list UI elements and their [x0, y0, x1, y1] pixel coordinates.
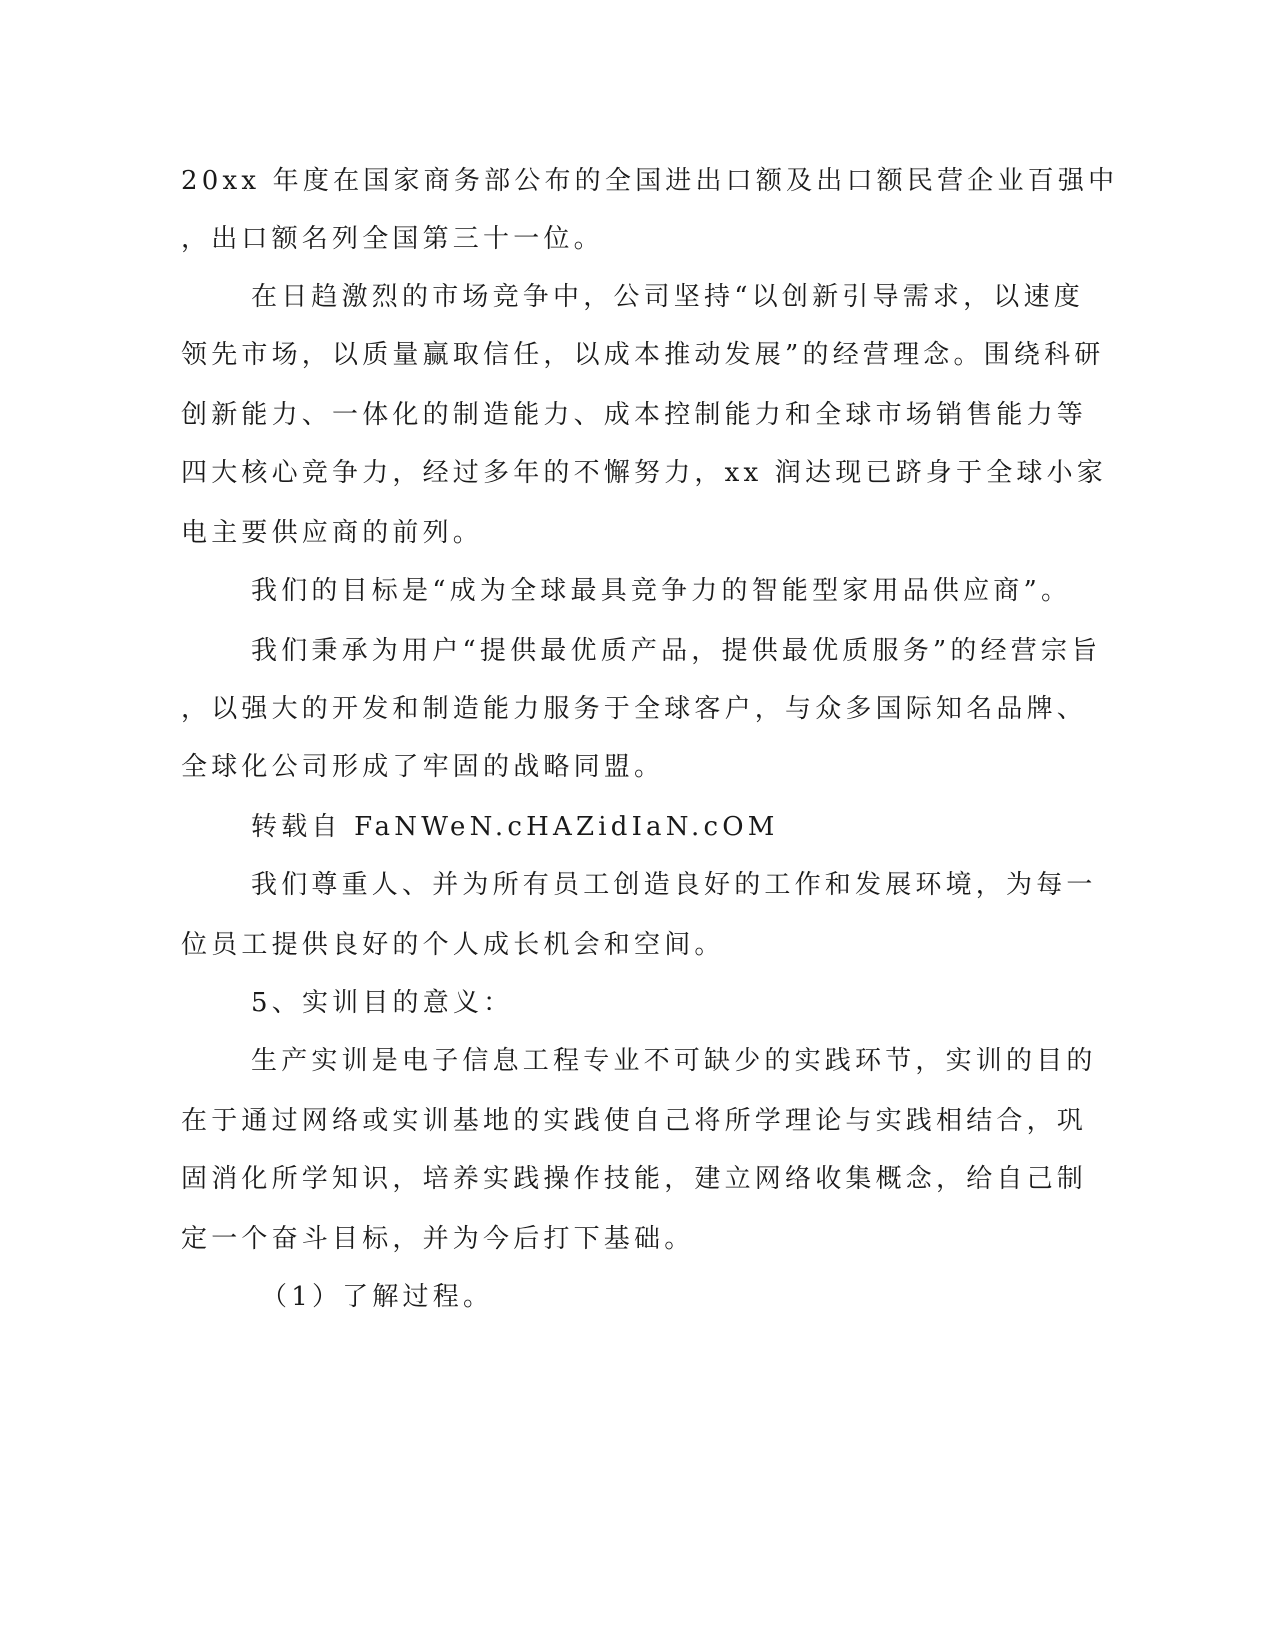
section-heading: 5、实训目的意义：	[251, 988, 514, 1018]
paragraph-start: 我们尊重人、并为所有员工创造良好的工作和发展环境，为每一	[251, 870, 1097, 900]
text-line: 定一个奋斗目标，并为今后打下基础。	[181, 1224, 695, 1254]
paragraph-start: 在日趋激烈的市场竞争中，公司坚持“以创新引导需求，以速度	[251, 282, 1084, 312]
paragraph-start: 生产实训是电子信息工程专业不可缺少的实践环节，实训的目的	[251, 1046, 1097, 1076]
text-line: 电主要供应商的前列。	[181, 518, 484, 548]
text-line: 领先市场，以质量赢取信任，以成本推动发展”的经营理念。围绕科研	[181, 340, 1105, 370]
text-line: 20xx 年度在国家商务部公布的全国进出口额及出口额民营企业百强中	[181, 166, 1119, 196]
text-line: 在于通过网络或实训基地的实践使自己将所学理论与实践相结合，巩	[181, 1106, 1088, 1136]
subsection-heading: （1）了解过程。	[261, 1282, 494, 1312]
text-line: 位员工提供良好的个人成长机会和空间。	[181, 930, 725, 960]
text-line: ，以强大的开发和制造能力服务于全球客户，与众多国际知名品牌、	[181, 694, 1088, 724]
text-line: 全球化公司形成了牢固的战略同盟。	[181, 752, 665, 782]
text-line: 创新能力、一体化的制造能力、成本控制能力和全球市场销售能力等	[181, 400, 1088, 430]
paragraph-start: 我们的目标是“成为全球最具竞争力的智能型家用品供应商”。	[251, 576, 1072, 606]
text-line: 四大核心竞争力，经过多年的不懈努力，xx 润达现已跻身于全球小家	[181, 458, 1107, 488]
text-line: 固消化所学知识，培养实践操作技能，建立网络收集概念，给自己制	[181, 1164, 1088, 1194]
paragraph-start: 我们秉承为用户“提供最优质产品，提供最优质服务”的经营宗旨	[251, 636, 1102, 666]
text-line: ，出口额名列全国第三十一位。	[181, 224, 604, 254]
source-note: 转载自 FaNWeN.cHAZidIaN.cOM	[251, 812, 779, 842]
